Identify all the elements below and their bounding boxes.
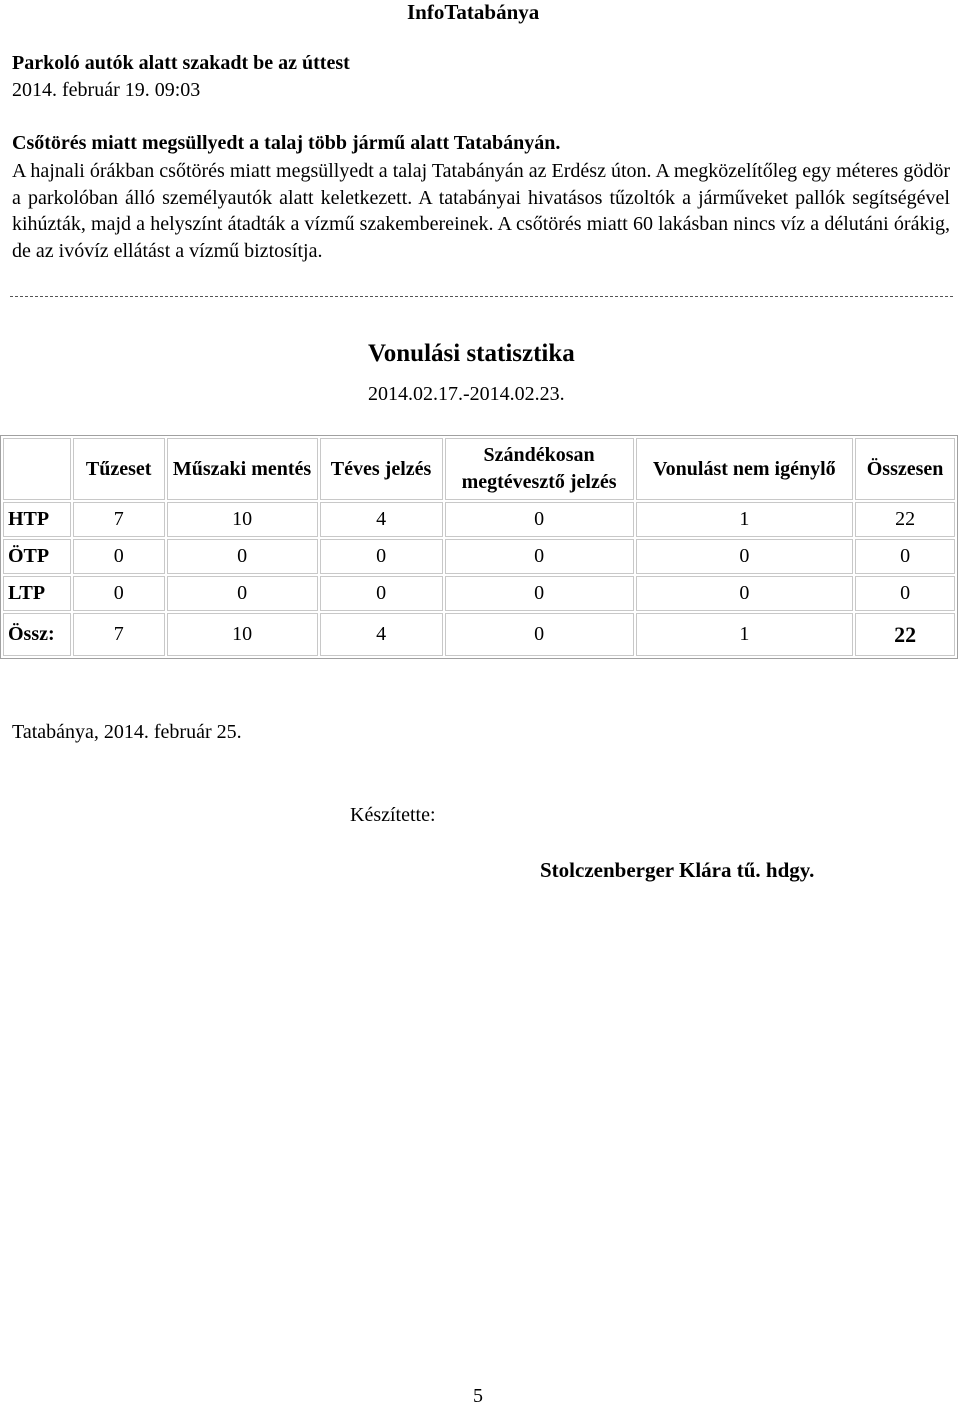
row-label: HTP — [3, 502, 71, 537]
article-subhead: Csőtörés miatt megsüllyedt a talaj több jármű alatt Tatabányán. — [12, 132, 561, 154]
table-cell: 0 — [445, 613, 634, 656]
stats-title: Vonulási statisztika — [368, 340, 575, 367]
table-cell: 7 — [73, 613, 165, 656]
author-name: Stolczenberger Klára tű. hdgy. — [540, 858, 815, 882]
stats-table — [0, 435, 958, 659]
table-cell: 0 — [636, 576, 854, 611]
table-cell: 0 — [320, 539, 443, 574]
table-header-cell: Vonulást nem igénylő — [636, 438, 854, 500]
table-cell: 0 — [320, 576, 443, 611]
table-header-cell: Összesen — [855, 438, 955, 500]
section-divider — [10, 296, 953, 297]
table-header-cell: Szándékosan megtévesztő jelzés — [445, 438, 634, 500]
table-cell: 0 — [73, 539, 165, 574]
table-header-cell: Tűzeset — [73, 438, 165, 500]
table-cell: 10 — [167, 502, 318, 537]
table-cell: 0 — [167, 539, 318, 574]
place-date: Tatabánya, 2014. február 25. — [12, 721, 242, 743]
table-cell: 0 — [73, 576, 165, 611]
row-label: LTP — [3, 576, 71, 611]
table-row — [3, 502, 955, 537]
table-header-cell: Műszaki mentés — [167, 438, 318, 500]
table-cell: 0 — [855, 539, 955, 574]
table-cell: 0 — [855, 576, 955, 611]
table-header-cell: Téves jelzés — [320, 438, 443, 500]
table-cell: 0 — [445, 502, 634, 537]
article-date: 2014. február 19. 09:03 — [12, 79, 201, 101]
prepared-by-label: Készítette: — [350, 804, 436, 826]
table-cell: 0 — [445, 576, 634, 611]
table-cell: 22 — [855, 502, 955, 537]
row-label: Össz: — [3, 613, 71, 656]
table-row — [3, 576, 955, 611]
table-cell: 0 — [636, 539, 854, 574]
stats-period: 2014.02.17.-2014.02.23. — [368, 383, 565, 405]
table-cell: 1 — [636, 502, 854, 537]
table-cell: 0 — [167, 576, 318, 611]
table-cell: 0 — [445, 539, 634, 574]
table-cell: 4 — [320, 502, 443, 537]
article-headline: Parkoló autók alatt szakadt be az úttest — [12, 52, 350, 74]
table-cell: 4 — [320, 613, 443, 656]
table-cell: 1 — [636, 613, 854, 656]
article-body: A hajnali órákban csőtörés miatt megsüllyedt a talaj Tatabányán az Erdész úton. A megközelítőleg egy méteres gödör a parkolóban álló személyautók alatt keletkezett. A tatabányai hivatásos tűzoltók a járműveket pallók segítségével kihúzták, majd a helyszínt átadták a vízmű szakembereinek. A csőtörés miatt 60 lakásban nincs víz a délutáni órákig, de az ivóvíz ellátást a vízmű biztosítja. — [12, 160, 950, 262]
table-cell: 7 — [73, 502, 165, 537]
grand-total-cell: 22 — [855, 613, 955, 656]
table-header-cell — [3, 438, 71, 500]
page-number: 5 — [473, 1385, 483, 1407]
table-header-row — [3, 438, 955, 500]
row-label: ÖTP — [3, 539, 71, 574]
table-row — [3, 539, 955, 574]
table-total-row — [3, 613, 955, 656]
site-title: InfoTatabánya — [407, 0, 540, 24]
table-cell: 10 — [167, 613, 318, 656]
